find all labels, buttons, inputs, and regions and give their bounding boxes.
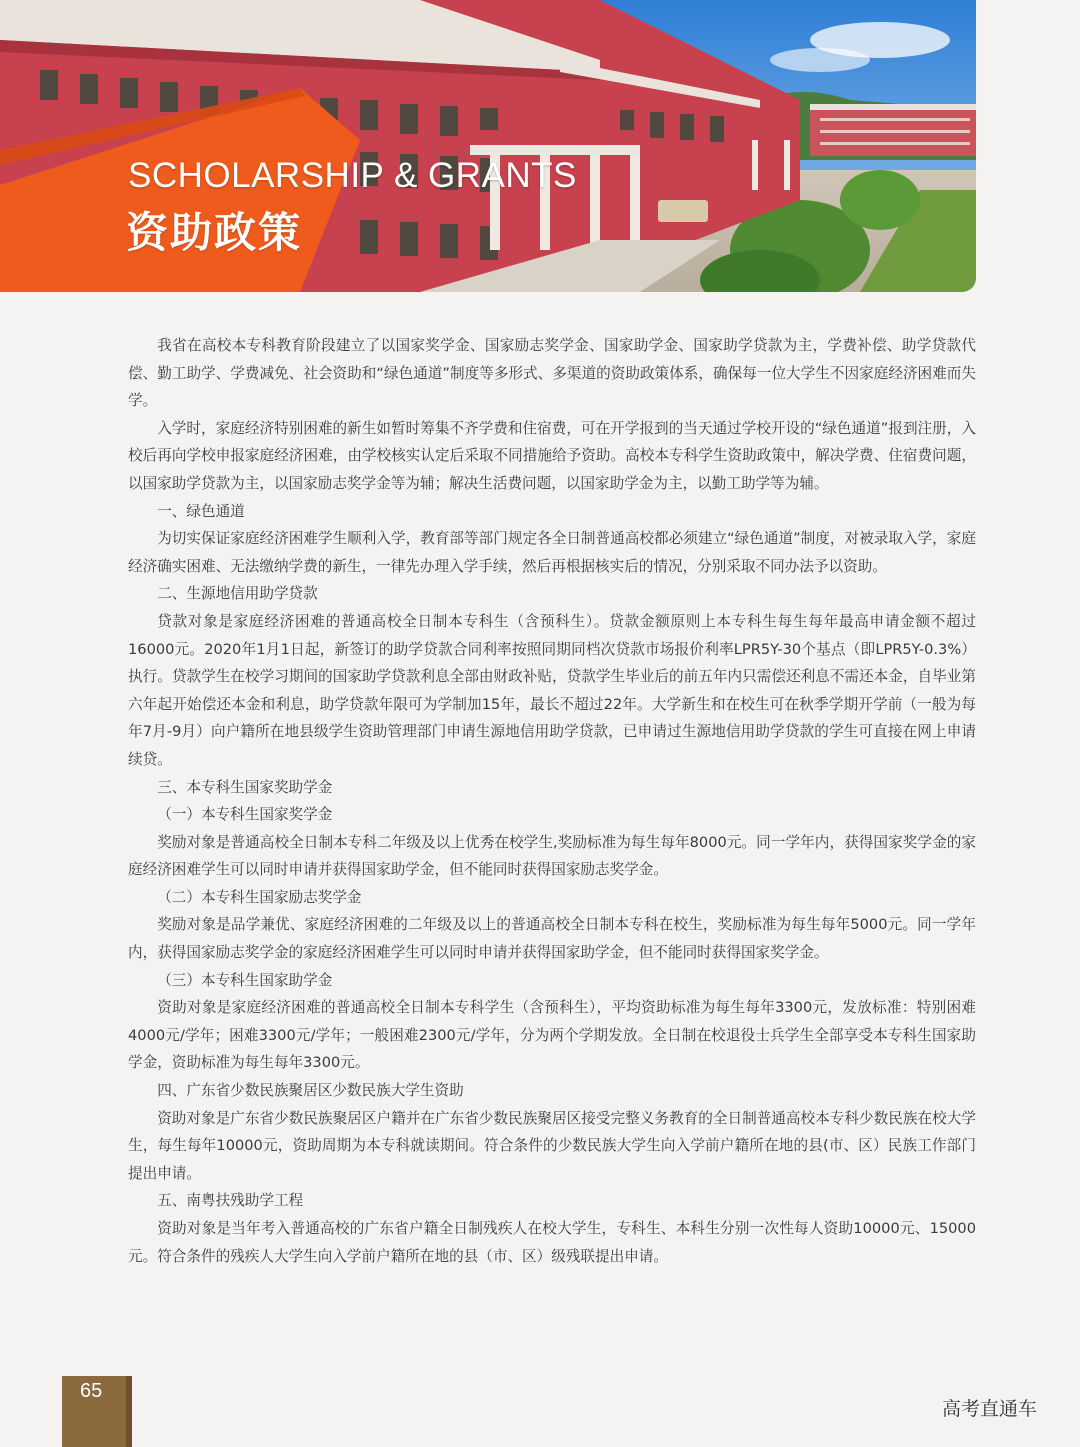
section-title-english: SCHOLARSHIP & GRANTS	[128, 156, 577, 195]
subheading-inspirational-scholarship: （二）本专科生国家励志奖学金	[157, 888, 362, 906]
policy-text-body	[128, 332, 976, 1270]
subheading-national-scholarship: （一）本专科生国家奖学金	[157, 806, 333, 824]
paragraph-disability-aid: 资助对象是当年考入普通高校的广东省户籍全日制残疾人在校大学生，专科生、本科生分别一次性每人资助10000元、15000元。符合条件的残疾人大学生向入学前户籍所在地的县（市、区）级残联提出申请。	[128, 1220, 976, 1265]
heading-national-scholarships: 三、本专科生国家奖助学金	[157, 778, 333, 796]
heading-disability-aid: 五、南粤扶残助学工程	[157, 1192, 304, 1210]
source-watermark: 高考直通车	[942, 1398, 1038, 1420]
section-title-chinese: 资助政策	[126, 208, 303, 257]
subheading-national-grant: （三）本专科生国家助学金	[157, 971, 333, 989]
heading-minority-aid: 四、广东省少数民族聚居区少数民族大学生资助	[157, 1082, 464, 1100]
paragraph-minority-aid: 资助对象是广东省少数民族聚居区户籍并在广东省少数民族聚居区接受完整义务教育的全日制普通高校本专科少数民族在校大学生，每生每年10000元，资助周期为本专科就读期间。符合条件的少数民族大学生向入学前户籍所在地的县(市、区）民族工作部门提出申请。	[128, 1109, 976, 1182]
paragraph-intro: 我省在高校本专科教育阶段建立了以国家奖学金、国家励志奖学金、国家助学金、国家助学贷款为主，学费补偿、助学贷款代偿、勤工助学、学费减免、社会资助和“绿色通道”制度等多形式、多渠道的资助政策体系，确保每一位大学生不因家庭经济困难而失学。	[128, 337, 976, 410]
hero-banner	[0, 0, 976, 292]
paragraph-national-scholarship: 奖励对象是普通高校全日制本专科二年级及以上优秀在校学生,奖励标准为每生每年8000元。同一学年内，获得国家奖学金的家庭经济困难学生可以同时申请并获得国家助学金，但不能同时获得国家励志奖学金。	[128, 833, 976, 879]
paragraph-green-channel: 为切实保证家庭经济困难学生顺利入学，教育部等部门规定各全日制普通高校都必须建立“绿色通道”制度，对被录取入学，家庭经济确实困难、无法缴纳学费的新生，一律先办理入学手续，然后再根据核实后的情况，分别采取不同办法予以资助。	[128, 530, 976, 575]
heading-green-channel: 一、绿色通道	[157, 502, 245, 520]
tab-edge	[126, 1376, 132, 1447]
paragraph-student-loan: 贷款对象是家庭经济困难的普通高校全日制本专科生（含预科生）。贷款金额原则上本专科生每生每年最高申请金额不超过16000元。2020年1月1日起，新签订的助学贷款合同利率按照同期同档次贷款市场报价利率LPR5Y-30个基点（即LPR5Y-0.3%）执行。贷款学生在校学习期间的国家助学贷款利息全部由财政补贴，贷款学生毕业后的前五年内只需偿还利息不需还本金，自毕业第六年起开始偿还本金和利息，助学贷款年限可为学制加15年，最长不超过22年。大学新生和在校生可在秋季学期开学前（一般为每年7月-9月）向户籍所在地县级学生资助管理部门申请生源地信用助学贷款，已申请过生源地信用助学贷款的学生可直接在网上申请续贷。	[128, 612, 976, 768]
paragraph-enrollment: 入学时，家庭经济特别困难的新生如暂时筹集不齐学费和住宿费，可在开学报到的当天通过学校开设的“绿色通道”报到注册，入校后再向学校申报家庭经济困难，由学校核实认定后采取不同措施给予资助。高校本专科学生资助政策中，解决学费、住宿费问题，以国家助学贷款为主，以国家励志奖学金等为辅；解决生活费问题，以国家助学金为主，以勤工助学等为辅。	[128, 419, 976, 492]
paragraph-inspirational-scholarship: 奖励对象是品学兼优、家庭经济困难的二年级及以上的普通高校全日制本专科在校生，奖励标准为每生每年5000元。同一学年内，获得国家励志奖学金的家庭经济困难学生可以同时申请并获得国家助学金，但不能同时获得国家奖学金。	[128, 916, 976, 962]
heading-student-loan: 二、生源地信用助学贷款	[157, 585, 318, 603]
page-number: 65	[80, 1380, 103, 1402]
paragraph-national-grant: 资助对象是家庭经济困难的普通高校全日制本专科学生（含预科生），平均资助标准为每生每年3300元，发放标准：特别困难4000元/学年；困难3300元/学年；一般困难2300元/学年，分为两个学期发放。全日制在校退役士兵学生全部享受本专科生国家助学金，资助标准为每生每年3300元。	[128, 999, 976, 1072]
